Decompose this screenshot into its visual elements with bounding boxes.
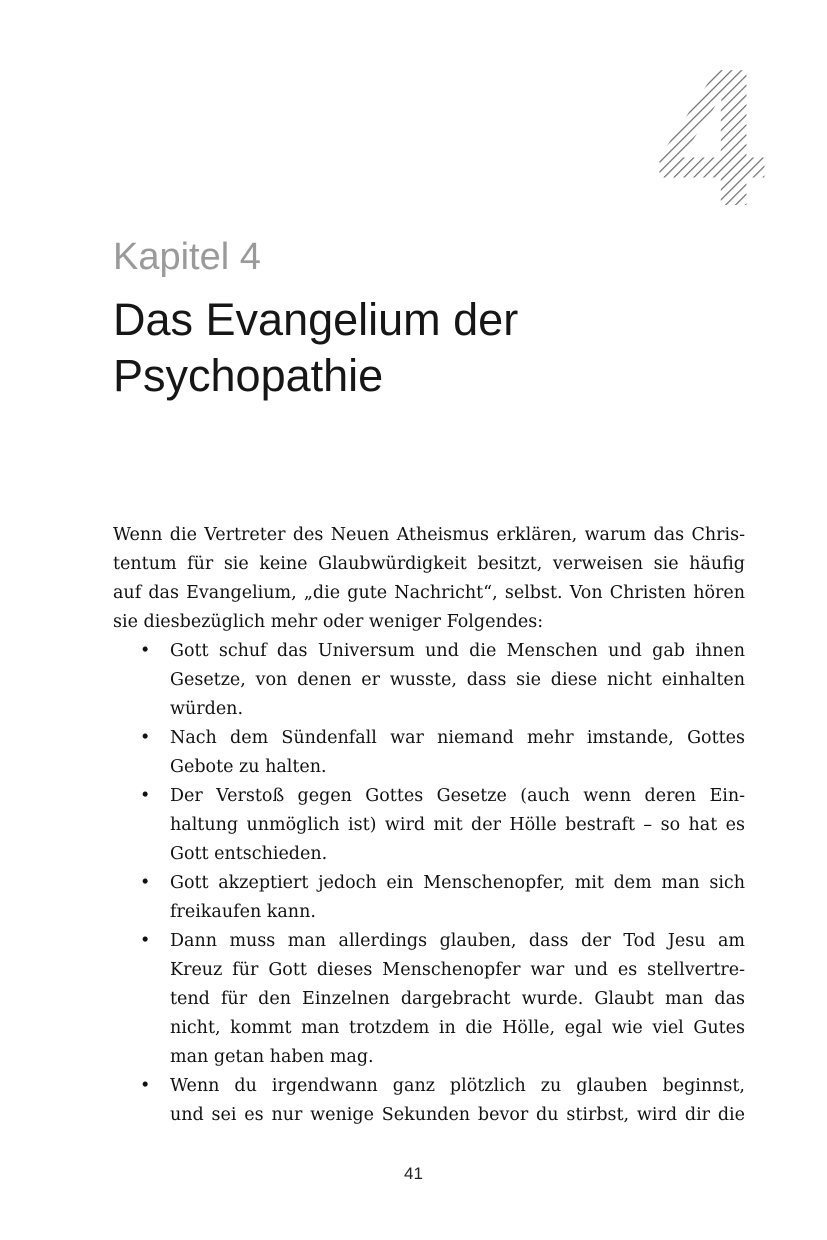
bullet-icon: • xyxy=(140,728,151,748)
text-line: Der Verstoß gegen Gottes Gesetze (auch wenn deren Ein- xyxy=(170,786,745,806)
list-item xyxy=(113,1072,745,1130)
chapter-number-digit: 4 xyxy=(656,60,766,210)
bullet-list xyxy=(113,637,745,1130)
text-line: tend für den Einzelnen dargebracht wurde. Glaubt man das xyxy=(170,989,745,1009)
text-line: Gebote zu halten. xyxy=(170,757,327,777)
body-text xyxy=(113,521,745,1130)
text-line: Wenn die Vertreter des Neuen Atheismus erklären, warum das Chris- xyxy=(113,525,745,545)
text-line: tentum für sie keine Glaubwürdigkeit besitzt, verweisen sie häufig xyxy=(113,554,745,574)
chapter-title-line: Das Evangelium der xyxy=(113,294,519,345)
text-line: sie diesbezüglich mehr oder weniger Folgendes: xyxy=(113,612,544,632)
text-line: freikaufen kann. xyxy=(170,902,316,922)
chapter-label: Kapitel 4 xyxy=(113,236,261,278)
intro-paragraph xyxy=(113,521,745,637)
text-line: Dann muss man allerdings glauben, dass der Tod Jesu am xyxy=(170,931,745,951)
text-line: Gott schuf das Universum und die Menschen und gab ihnen xyxy=(170,641,745,661)
text-line: man getan haben mag. xyxy=(170,1047,374,1067)
list-item xyxy=(113,724,745,782)
chapter-title-line: Psychopathie xyxy=(113,350,384,401)
chapter-title xyxy=(113,292,753,404)
text-line: Wenn du irgendwann ganz plötzlich zu glauben beginnst, xyxy=(170,1076,745,1096)
text-line: Kreuz für Gott dieses Menschenopfer war und es stellvertre- xyxy=(170,960,745,980)
text-line: auf das Evangelium, „die gute Nachricht“, selbst. Von Christen hören xyxy=(113,583,745,603)
bullet-icon: • xyxy=(140,873,151,893)
bullet-icon: • xyxy=(140,931,151,951)
chapter-number-graphic xyxy=(652,60,770,210)
bullet-icon: • xyxy=(140,641,151,661)
text-line: würden. xyxy=(170,699,244,719)
text-line: nicht, kommt man trotzdem in die Hölle, egal wie viel Gutes xyxy=(170,1018,745,1038)
text-line: und sei es nur wenige Sekunden bevor du stirbst, wird dir die xyxy=(170,1105,745,1125)
text-line: haltung unmöglich ist) wird mit der Hölle bestraft – so hat es xyxy=(170,815,745,835)
text-line: Gott entschieden. xyxy=(170,844,328,864)
list-item xyxy=(113,927,745,1072)
bullet-icon: • xyxy=(140,1076,151,1096)
list-item xyxy=(113,637,745,724)
list-item xyxy=(113,869,745,927)
text-line: Nach dem Sündenfall war niemand mehr imstande, Gottes xyxy=(170,728,745,748)
list-item xyxy=(113,782,745,869)
bullet-icon: • xyxy=(140,786,151,806)
page-number: 41 xyxy=(404,1164,423,1183)
text-line: Gesetze, von denen er wusste, dass sie diese nicht einhalten xyxy=(170,670,745,690)
text-line: Gott akzeptiert jedoch ein Menschenopfer, mit dem man sich xyxy=(170,873,745,893)
